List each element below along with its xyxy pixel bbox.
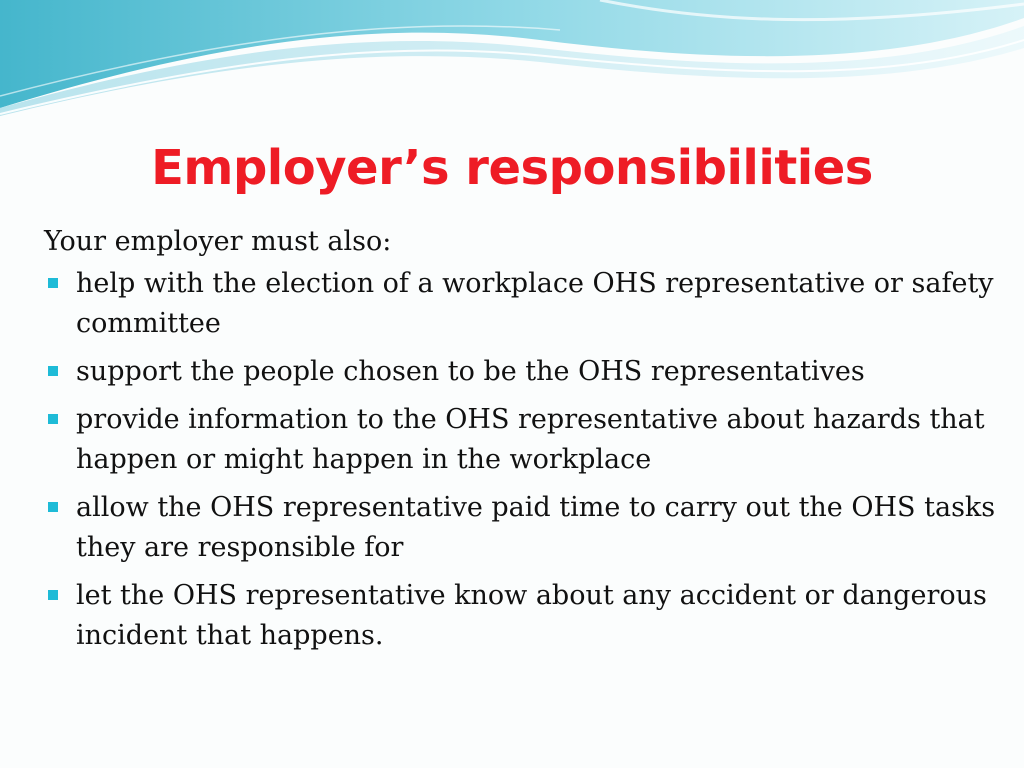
bullet-item (44, 400, 1004, 480)
bullet-list (44, 264, 1004, 656)
slide-title: Employer’s responsibilities (151, 140, 873, 196)
bullet-text: allow the OHS representative paid time to carry out the OHS tasks they are responsible for (76, 492, 996, 563)
square-bullet-icon (48, 366, 58, 376)
bullet-item (44, 264, 1004, 344)
bullet-item (44, 352, 1004, 392)
square-bullet-icon (48, 590, 58, 600)
bullet-item (44, 576, 1004, 656)
square-bullet-icon (48, 278, 58, 288)
square-bullet-icon (48, 414, 58, 424)
square-bullet-icon (48, 502, 58, 512)
bullet-text: help with the election of a workplace OHS representative or safety committee (76, 268, 994, 339)
bullet-text: provide information to the OHS representative about hazards that happen or might happen in the workplace (76, 404, 985, 475)
intro-text: Your employer must also: (44, 226, 392, 257)
slide-body (44, 222, 1004, 664)
bullet-text: support the people chosen to be the OHS representatives (76, 356, 865, 387)
bullet-item (44, 488, 1004, 568)
header-wave-decoration (0, 0, 1024, 120)
bullet-text: let the OHS representative know about any accident or dangerous incident that happens. (76, 580, 987, 651)
